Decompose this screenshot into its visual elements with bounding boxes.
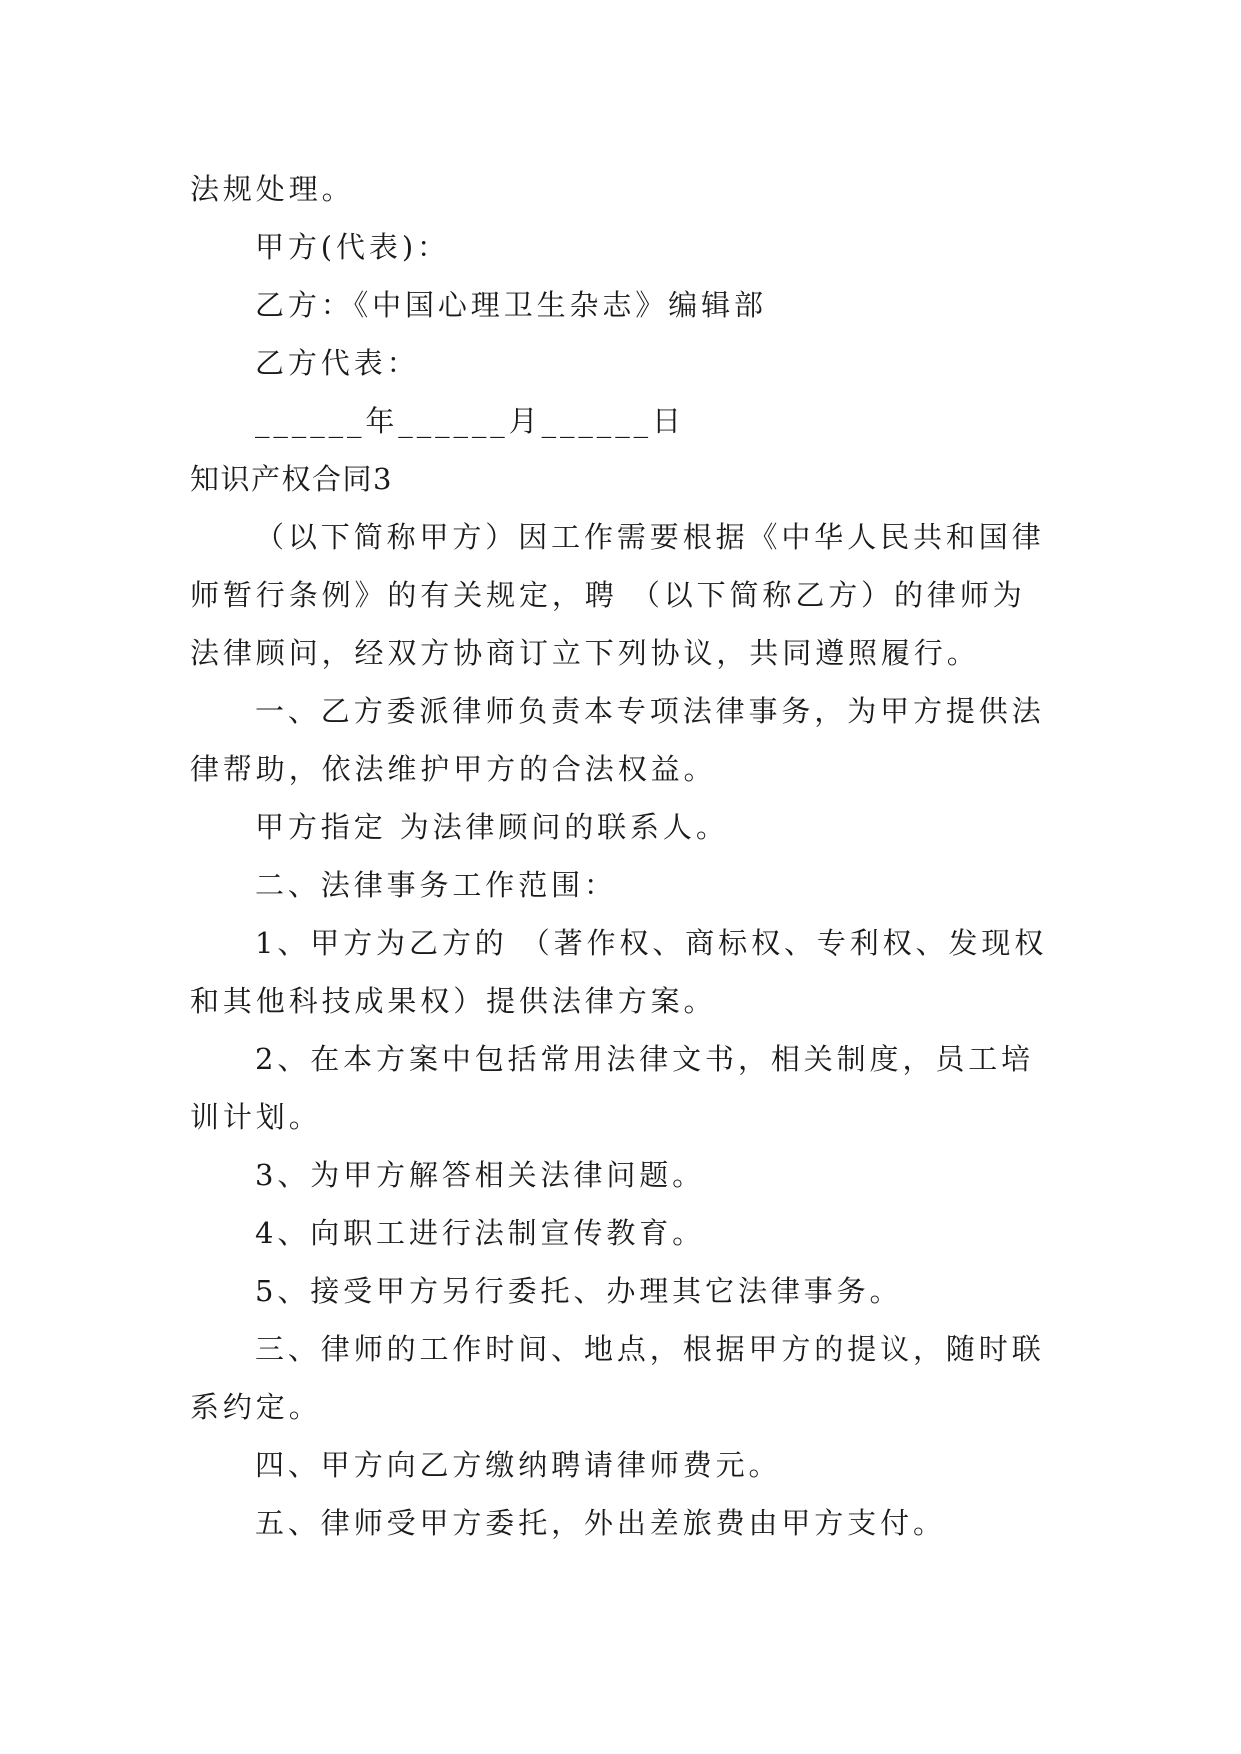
text-line: 甲方(代表)： <box>255 230 450 264</box>
text-line: 一、乙方委派律师负责本专项法律事务，为甲方提供法 <box>255 694 1045 728</box>
text-line: 律帮助，依法维护甲方的合法权益。 <box>190 752 717 786</box>
text-line: 和其他科技成果权）提供法律方案。 <box>190 984 717 1018</box>
section-heading: 知识产权合同3 <box>190 462 393 496</box>
text-line: 系约定。 <box>190 1390 322 1424</box>
text-line: 甲方指定 为法律顾问的联系人。 <box>255 810 729 844</box>
text-line: 3、为甲方解答相关法律问题。 <box>255 1158 706 1192</box>
text-line: 乙方：《中国心理卫生杂志》编辑部 <box>255 288 767 322</box>
text-line: 训计划。 <box>190 1100 322 1134</box>
text-line: 5、接受甲方另行委托、办理其它法律事务。 <box>255 1274 903 1308</box>
text-line: 法规处理。 <box>190 172 355 206</box>
text-line: 二、法律事务工作范围： <box>255 868 617 902</box>
text-line: 乙方代表： <box>255 346 420 380</box>
text-line: 三、律师的工作时间、地点，根据甲方的提议，随时联 <box>255 1332 1045 1366</box>
text-line: 4、向职工进行法制宣传教育。 <box>255 1216 706 1250</box>
text-line: 师暂行条例》的有关规定，聘 （以下简称乙方）的律师为 <box>190 578 1026 612</box>
document-body <box>190 160 1055 1552</box>
text-line: 2、在本方案中包括常用法律文书，相关制度，员工培 <box>255 1042 1035 1076</box>
text-line: 法律顾问，经双方协商订立下列协议，共同遵照履行。 <box>190 636 980 670</box>
text-line: （以下简称甲方）因工作需要根据《中华人民共和国律 <box>255 520 1045 554</box>
date-line: ______年______月______日 <box>255 404 685 438</box>
text-line: 四、甲方向乙方缴纳聘请律师费元。 <box>255 1448 782 1482</box>
text-line: 1、甲方为乙方的 （著作权、商标权、专利权、发现权 <box>255 926 1048 960</box>
text-line: 五、律师受甲方委托，外出差旅费由甲方支付。 <box>255 1506 946 1540</box>
